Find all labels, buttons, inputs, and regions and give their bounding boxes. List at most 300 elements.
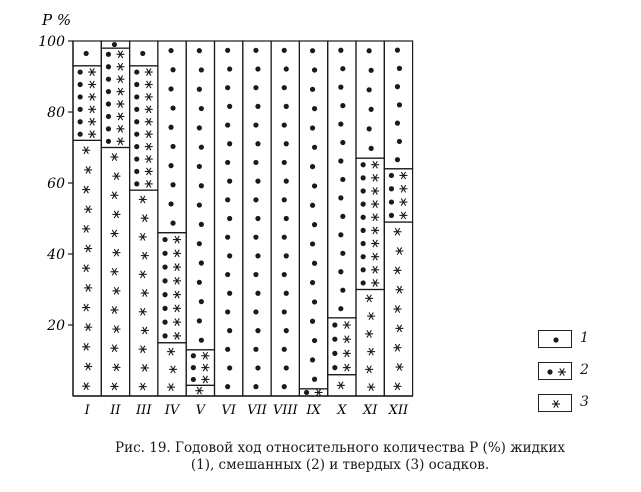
solid-marker xyxy=(367,384,375,391)
mixed-dot-marker xyxy=(162,320,167,325)
mixed-dot-marker xyxy=(134,107,139,112)
x-tick-label-VIII: VIII xyxy=(272,403,298,418)
y-tick-label: 20 xyxy=(47,318,65,334)
mixed-star-marker xyxy=(116,88,124,95)
mixed-star-marker xyxy=(371,174,379,181)
liquid-marker xyxy=(197,87,202,92)
solid-marker xyxy=(395,325,403,332)
mixed-dot-marker xyxy=(78,94,83,99)
liquid-marker xyxy=(199,222,204,227)
mixed-dot-marker xyxy=(134,94,139,99)
mixed-star-marker xyxy=(343,321,351,328)
liquid-marker xyxy=(312,338,317,343)
liquid-marker xyxy=(227,253,232,258)
mixed-dot-marker xyxy=(332,322,337,327)
mixed-dot-marker xyxy=(361,202,366,207)
mixed-star-marker xyxy=(116,138,124,145)
mixed-star-marker xyxy=(399,185,407,192)
solid-marker xyxy=(84,324,92,331)
solid-marker xyxy=(365,330,373,337)
liquid-marker xyxy=(282,309,287,314)
bar-mixed-IV xyxy=(158,233,186,343)
liquid-marker xyxy=(338,48,343,53)
mixed-dot-marker xyxy=(106,77,111,82)
liquid-marker xyxy=(282,272,287,277)
liquid-marker xyxy=(197,48,202,53)
liquid-marker xyxy=(284,253,289,258)
bar-mixed-XII xyxy=(384,169,412,222)
liquid-marker xyxy=(255,216,260,221)
mixed-star-marker xyxy=(371,201,379,208)
liquid-marker xyxy=(84,51,89,56)
x-tick-label-III: III xyxy=(136,403,152,418)
liquid-marker xyxy=(284,328,289,333)
liquid-marker xyxy=(282,197,287,202)
liquid-marker xyxy=(312,106,317,111)
mixed-star-marker xyxy=(116,76,124,83)
mixed-star-marker xyxy=(88,68,96,75)
liquid-marker xyxy=(282,384,287,389)
mixed-dot-marker xyxy=(162,306,167,311)
mixed-dot-marker xyxy=(332,337,337,342)
legend-swatch-liquid xyxy=(538,330,572,348)
mixed-star-marker xyxy=(145,81,153,88)
y-tick-label: 80 xyxy=(47,105,65,121)
x-tick-label-X: X xyxy=(337,403,347,418)
solid-marker xyxy=(82,383,90,390)
bar-mixed-X xyxy=(328,318,356,375)
mixed-dot-marker xyxy=(361,267,366,272)
mixed-star-marker xyxy=(173,250,181,257)
caption-line-2: (1), смешанных (2) и твердых (3) осадков. xyxy=(190,457,490,473)
solid-marker xyxy=(112,173,120,180)
mixed-dot-marker xyxy=(361,254,366,259)
legend-swatch-solid xyxy=(538,394,572,412)
liquid-marker xyxy=(197,202,202,207)
liquid-marker xyxy=(170,221,175,226)
x-tick-label-VI: VI xyxy=(221,403,236,418)
x-tick-label-II: II xyxy=(110,403,121,418)
mixed-dot-marker xyxy=(134,156,139,161)
solid-marker xyxy=(112,211,120,218)
liquid-marker xyxy=(338,195,343,200)
liquid-marker xyxy=(282,235,287,240)
mixed-star-marker xyxy=(145,118,153,125)
solid-marker xyxy=(367,313,375,320)
solid-marker xyxy=(139,346,147,353)
mixed-star-marker xyxy=(371,240,379,247)
y-axis-label: P % xyxy=(42,11,72,29)
liquid-marker xyxy=(340,251,345,256)
mixed-dot-marker xyxy=(106,101,111,106)
solid-marker xyxy=(82,304,90,311)
liquid-marker xyxy=(367,87,372,92)
mixed-star-marker xyxy=(371,253,379,260)
liquid-marker xyxy=(253,85,258,90)
solid-marker xyxy=(82,343,90,350)
mixed-star-marker xyxy=(343,336,351,343)
mixed-dot-marker xyxy=(361,280,366,285)
solid-marker xyxy=(84,206,92,213)
mixed-star-marker xyxy=(173,236,181,243)
mixed-dot-marker xyxy=(389,213,394,218)
mixed-star-marker xyxy=(173,277,181,284)
mixed-dot-marker xyxy=(162,278,167,283)
solid-marker xyxy=(110,268,118,275)
solid-marker xyxy=(393,267,401,274)
mixed-dot-marker xyxy=(134,132,139,137)
mixed-star-marker xyxy=(201,364,209,371)
solid-marker xyxy=(139,383,147,390)
x-tick-label-IV: IV xyxy=(164,403,180,418)
mixed-star-marker xyxy=(399,212,407,219)
solid-marker xyxy=(84,166,92,173)
liquid-marker xyxy=(369,107,374,112)
bar-mixed-XI xyxy=(356,158,384,289)
solid-marker xyxy=(112,287,120,294)
liquid-marker xyxy=(225,347,230,352)
liquid-marker xyxy=(282,85,287,90)
bar-liquid-IX xyxy=(299,41,327,389)
liquid-marker xyxy=(340,288,345,293)
liquid-marker xyxy=(397,139,402,144)
liquid-marker xyxy=(284,365,289,370)
y-tick-label: 100 xyxy=(38,34,65,50)
mixed-dot-marker xyxy=(78,107,83,112)
liquid-marker xyxy=(197,125,202,130)
legend-label-solid: 3 xyxy=(580,394,589,410)
solid-marker xyxy=(337,382,345,389)
bar-mixed-V xyxy=(186,350,214,386)
mixed-dot-marker xyxy=(78,132,83,137)
solid-marker xyxy=(139,308,147,315)
liquid-marker xyxy=(227,216,232,221)
liquid-marker xyxy=(253,48,258,53)
solid-marker xyxy=(82,265,90,272)
liquid-marker xyxy=(369,146,374,151)
liquid-marker xyxy=(284,291,289,296)
liquid-marker xyxy=(369,68,374,73)
mixed-star-marker xyxy=(399,198,407,205)
solid-marker xyxy=(365,366,373,373)
mixed-star-marker xyxy=(201,352,209,359)
mixed-star-marker xyxy=(399,172,407,179)
mixed-dot-marker xyxy=(304,390,309,395)
liquid-marker xyxy=(312,377,317,382)
mixed-star-marker xyxy=(343,364,351,371)
liquid-marker xyxy=(253,197,258,202)
mixed-star-marker xyxy=(145,180,153,187)
solid-marker xyxy=(169,366,177,373)
liquid-marker xyxy=(284,104,289,109)
liquid-marker xyxy=(199,145,204,150)
liquid-marker xyxy=(284,179,289,184)
mixed-star-marker xyxy=(173,319,181,326)
bar-mixed-IX xyxy=(299,389,327,396)
liquid-marker xyxy=(197,280,202,285)
solid-marker xyxy=(395,286,403,293)
x-tick-label-XII: XII xyxy=(388,403,409,418)
liquid-marker xyxy=(282,160,287,165)
liquid-marker xyxy=(253,235,258,240)
liquid-marker xyxy=(284,216,289,221)
mixed-dot-marker xyxy=(106,89,111,94)
liquid-marker xyxy=(395,84,400,89)
mixed-dot-marker xyxy=(162,333,167,338)
mixed-star-marker xyxy=(145,93,153,100)
liquid-marker xyxy=(225,309,230,314)
liquid-marker xyxy=(282,122,287,127)
mixed-star-marker xyxy=(371,161,379,168)
liquid-marker xyxy=(310,357,315,362)
liquid-marker xyxy=(340,103,345,108)
mixed-star-marker xyxy=(116,113,124,120)
mixed-dot-marker xyxy=(162,251,167,256)
liquid-marker xyxy=(227,365,232,370)
mixed-star-marker xyxy=(88,93,96,100)
liquid-marker xyxy=(253,160,258,165)
mixed-star-marker xyxy=(145,155,153,162)
liquid-marker xyxy=(197,318,202,323)
liquid-marker xyxy=(312,261,317,266)
liquid-marker xyxy=(170,105,175,110)
solid-marker xyxy=(395,363,403,370)
liquid-marker xyxy=(340,214,345,219)
liquid-marker xyxy=(255,179,260,184)
mixed-star-marker xyxy=(371,227,379,234)
x-tick-label-IX: IX xyxy=(306,403,321,418)
liquid-marker xyxy=(170,144,175,149)
solid-marker xyxy=(395,247,403,254)
liquid-marker xyxy=(225,48,230,53)
liquid-marker xyxy=(338,85,343,90)
liquid-marker xyxy=(340,140,345,145)
mixed-dot-marker xyxy=(134,169,139,174)
liquid-marker xyxy=(310,241,315,246)
mixed-dot-marker xyxy=(106,64,111,69)
liquid-marker xyxy=(170,67,175,72)
mixed-star-marker xyxy=(116,51,124,58)
liquid-marker xyxy=(367,126,372,131)
liquid-marker xyxy=(253,384,258,389)
solid-marker xyxy=(141,364,149,371)
liquid-marker xyxy=(255,365,260,370)
x-tick-label-V: V xyxy=(195,403,206,418)
x-tick-label-I: I xyxy=(84,403,90,418)
liquid-marker xyxy=(367,48,372,53)
mixed-dot-marker xyxy=(162,264,167,269)
mixed-star-marker xyxy=(371,279,379,286)
liquid-marker xyxy=(253,309,258,314)
caption-line-1: Рис. 19. Годовой ход относительного количества P (%) жидких xyxy=(115,440,565,456)
mixed-dot-marker xyxy=(106,52,111,57)
mixed-dot-marker xyxy=(106,139,111,144)
solid-marker xyxy=(110,153,118,160)
liquid-marker xyxy=(199,106,204,111)
mixed-star-marker xyxy=(88,81,96,88)
mixed-dot-marker xyxy=(361,241,366,246)
solid-marker xyxy=(112,325,120,332)
liquid-marker xyxy=(253,272,258,277)
liquid-marker xyxy=(168,86,173,91)
solid-marker xyxy=(84,245,92,252)
mixed-star-marker xyxy=(371,214,379,221)
liquid-marker xyxy=(310,203,315,208)
liquid-marker xyxy=(310,125,315,130)
liquid-marker xyxy=(227,66,232,71)
mixed-dot-marker xyxy=(361,228,366,233)
liquid-marker xyxy=(397,102,402,107)
mixed-dot-marker xyxy=(134,181,139,186)
bar-mixed-III xyxy=(130,66,158,190)
liquid-marker xyxy=(395,157,400,162)
liquid-marker xyxy=(170,182,175,187)
solid-marker xyxy=(139,233,147,240)
liquid-marker xyxy=(227,141,232,146)
mixed-star-marker xyxy=(201,376,209,383)
liquid-marker xyxy=(255,104,260,109)
liquid-marker xyxy=(310,164,315,169)
solid-marker xyxy=(393,344,401,351)
liquid-marker xyxy=(168,163,173,168)
liquid-marker xyxy=(227,104,232,109)
solid-marker xyxy=(82,147,90,154)
liquid-marker xyxy=(338,121,343,126)
liquid-marker xyxy=(199,67,204,72)
solid-marker xyxy=(393,383,401,390)
mixed-dot-marker xyxy=(134,119,139,124)
liquid-marker xyxy=(282,347,287,352)
mixed-star-marker xyxy=(88,106,96,113)
liquid-marker xyxy=(338,232,343,237)
mixed-star-marker xyxy=(88,118,96,125)
mixed-star-marker xyxy=(145,106,153,113)
solid-marker xyxy=(167,348,175,355)
solid-marker xyxy=(110,230,118,237)
solid-marker xyxy=(393,228,401,235)
mixed-dot-marker xyxy=(191,353,196,358)
mixed-dot-marker xyxy=(134,82,139,87)
liquid-marker xyxy=(225,235,230,240)
mixed-dot-marker xyxy=(361,188,366,193)
solid-marker xyxy=(141,252,149,259)
liquid-marker xyxy=(312,299,317,304)
liquid-marker xyxy=(340,177,345,182)
mixed-dot-marker xyxy=(191,365,196,370)
liquid-marker xyxy=(312,67,317,72)
solid-marker xyxy=(139,196,147,203)
liquid-marker xyxy=(197,164,202,169)
liquid-marker xyxy=(197,241,202,246)
solid-marker xyxy=(365,295,373,302)
mixed-star-marker xyxy=(145,68,153,75)
liquid-marker xyxy=(199,299,204,304)
liquid-marker xyxy=(227,179,232,184)
liquid-marker xyxy=(199,183,204,188)
mixed-star-marker xyxy=(116,63,124,70)
liquid-marker xyxy=(310,87,315,92)
mixed-dot-marker xyxy=(361,162,366,167)
mixed-star-marker xyxy=(116,125,124,132)
solid-marker xyxy=(141,327,149,334)
liquid-marker xyxy=(112,42,117,47)
mixed-dot-marker xyxy=(361,175,366,180)
liquid-marker xyxy=(199,260,204,265)
mixed-star-marker xyxy=(371,187,379,194)
solid-marker xyxy=(112,249,120,256)
solid-marker xyxy=(110,383,118,390)
solid-marker xyxy=(82,186,90,193)
solid-marker xyxy=(167,384,175,391)
mixed-star-marker xyxy=(145,131,153,138)
mixed-dot-marker xyxy=(106,126,111,131)
liquid-marker xyxy=(312,222,317,227)
mixed-dot-marker xyxy=(78,119,83,124)
solid-marker xyxy=(367,348,375,355)
liquid-marker xyxy=(225,384,230,389)
mixed-dot-marker xyxy=(106,114,111,119)
bar-liquid-XI xyxy=(356,41,384,158)
liquid-marker xyxy=(312,183,317,188)
solid-marker xyxy=(141,215,149,222)
mixed-star-marker xyxy=(116,100,124,107)
legend-label-liquid: 1 xyxy=(580,330,589,346)
liquid-marker xyxy=(255,66,260,71)
liquid-marker xyxy=(255,328,260,333)
solid-marker xyxy=(139,271,147,278)
mixed-star-marker xyxy=(173,305,181,312)
liquid-marker xyxy=(338,158,343,163)
bar-solid-XI xyxy=(356,290,384,397)
solid-marker xyxy=(84,284,92,291)
mixed-dot-marker xyxy=(134,69,139,74)
y-tick-label: 40 xyxy=(47,247,65,263)
solid-marker xyxy=(110,345,118,352)
mixed-dot-marker xyxy=(134,144,139,149)
mixed-star-marker xyxy=(343,350,351,357)
legend-label-mixed: 2 xyxy=(580,362,589,378)
solid-marker xyxy=(112,364,120,371)
mixed-dot-marker xyxy=(78,69,83,74)
bar-mixed-I xyxy=(73,66,101,141)
liquid-marker xyxy=(225,160,230,165)
mixed-dot-marker xyxy=(332,351,337,356)
figure-caption xyxy=(80,440,600,474)
mixed-dot-marker xyxy=(191,377,196,382)
solid-marker xyxy=(84,363,92,370)
mixed-star-marker xyxy=(145,143,153,150)
liquid-marker xyxy=(168,125,173,130)
liquid-marker xyxy=(310,319,315,324)
liquid-marker xyxy=(225,272,230,277)
solid-marker xyxy=(393,305,401,312)
mixed-dot-marker xyxy=(78,82,83,87)
y-tick-label: 60 xyxy=(47,176,65,192)
liquid-marker xyxy=(168,48,173,53)
liquid-marker xyxy=(284,66,289,71)
mixed-dot-marker xyxy=(389,199,394,204)
liquid-marker xyxy=(310,48,315,53)
liquid-marker xyxy=(282,48,287,53)
solid-marker xyxy=(110,306,118,313)
solid-marker xyxy=(110,192,118,199)
liquid-marker xyxy=(255,253,260,258)
mixed-star-marker xyxy=(173,291,181,298)
liquid-marker xyxy=(338,269,343,274)
x-tick-label-XI: XI xyxy=(362,403,378,418)
mixed-dot-marker xyxy=(389,173,394,178)
mixed-dot-marker xyxy=(361,215,366,220)
